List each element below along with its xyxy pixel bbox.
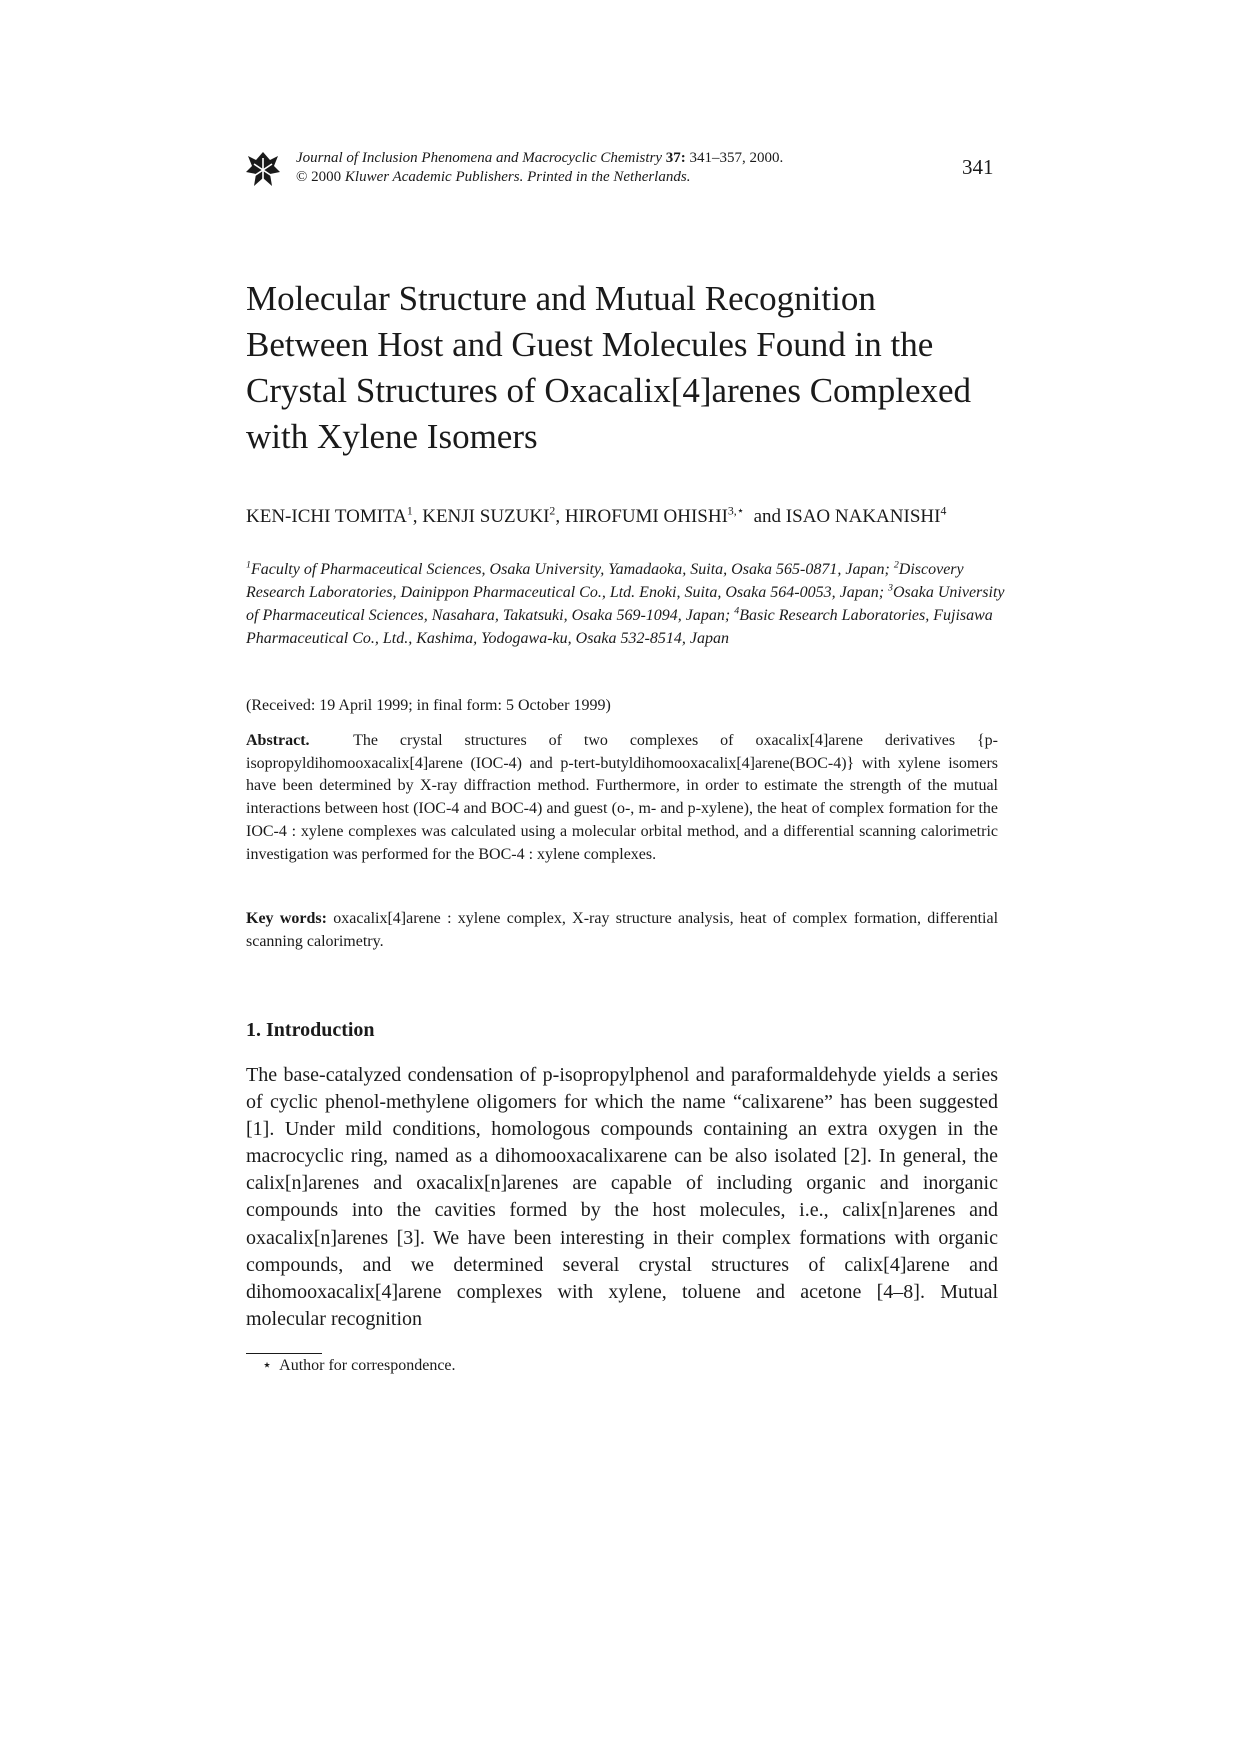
footnote-text: Author for correspondence. (279, 1357, 456, 1374)
author-affiliation-mark: 3,⋆ (727, 504, 745, 518)
author-name: HIROFUMI OHISHI (564, 506, 728, 527)
printed-note: Printed in the Netherlands. (527, 169, 691, 185)
journal-header (296, 149, 936, 187)
footnote (262, 1356, 456, 1376)
journal-name: Journal of Inclusion Phenomena and Macrocyclic Chemistry (296, 150, 663, 166)
author-list: KEN-ICHI TOMITA$^1$, KENJI SUZUKI$^2$, HIROFUMI $OHISHI^{3,⋆}$ and ISAO NAKANISHI$^4$ (246, 504, 947, 527)
keywords-text: oxacalix[4]arene : xylene complex, X-ray structure analysis, heat of complex formation, differential scanning calorimetry. (246, 910, 999, 950)
affiliation-text: Osaka University of Pharmaceutical Sciences, Nasahara, Takatsuki, Osaka 569-1094, Japan; (246, 584, 1005, 624)
publisher-logo (246, 148, 280, 190)
journal-pages: 341–357, 2000. (689, 150, 784, 166)
affiliation-mark: 3 (888, 582, 893, 594)
copyright-line (296, 168, 936, 187)
author-name: KENJI SUZUKI (422, 506, 550, 527)
footnote-mark: ⋆ (262, 1357, 273, 1374)
abstract (246, 730, 998, 866)
section-heading: 1. Introduction (246, 1019, 375, 1041)
affiliations (246, 558, 1006, 650)
author-affiliation-mark: 2 (549, 504, 556, 518)
footnote-divider (246, 1353, 322, 1354)
paper-title: Molecular Structure and Mutual Recognition Between Host and Guest Molecules Found in the Crystal Structures of Oxacalix[4]arenes Complexed with Xylene Isomers (246, 279, 972, 456)
affiliation-mark: 4 (734, 605, 740, 617)
affiliation-mark: 2 (893, 559, 899, 571)
author-affiliation-mark: 1 (406, 504, 413, 518)
author-conjunction: and (753, 506, 782, 527)
journal-volume: 37: (665, 150, 686, 166)
keywords (246, 908, 998, 953)
abstract-label: Abstract. (246, 732, 310, 749)
affiliation-text: Basic Research Laboratories, Fujisawa Pharmaceutical Co., Ltd., Kashima, Yodogawa-ku, Osaka 532-8514, Japan (246, 607, 993, 647)
publisher-name: Kluwer Academic Publishers. (344, 169, 524, 185)
page-number: 341 (962, 155, 994, 179)
introduction-paragraph: The base-catalyzed condensation of p-isopropylphenol and paraformaldehyde yields a series of cyclic phenol-methylene oligomers for which the name “calixarene” has been suggested [1]. Under mild conditions, homologous compounds containing an extra oxygen in the macrocyclic ring, named as a dihomooxacalixarene can be also isolated [2]. In general, the calix[n]arenes and oxacalix[n]arenes are capable of including organic and inorganic compounds into the cavities formed by the host molecules, i.e., calix[n]arenes and oxacalix[n]arenes [3]. We have been interesting in their complex formations with organic compounds, and we determined several crystal structures of calix[4]arene and dihomooxacalix[4]arene complexes with xylene, toluene and acetone [4–8]. Mutual molecular recognition (246, 1064, 998, 1330)
affiliation-text: Discovery Research Laboratories, Dainippon Pharmaceutical Co., Ltd. Enoki, Suita, Osaka 564-0053, Japan; (246, 561, 964, 601)
author-affiliation-mark: 4 (940, 504, 947, 518)
author-name: ISAO NAKANISHI (785, 506, 941, 527)
journal-line (296, 149, 936, 168)
copyright-year: © 2000 (296, 169, 342, 185)
received-dates: (Received: 19 April 1999; in final form: 5 October 1999) (246, 697, 611, 714)
abstract-text: The crystal structures of two complexes of oxacalix[4]arene derivatives {p-isopropyldihomooxacalix[4]arene (IOC-4) and p-tert-butyldihomooxacalix[4]arene(BOC-4)} with xylene isomers have been determined by X-ray diffraction method. Furthermore, in order to estimate the strength of the mutual interactions between host (IOC-4 and BOC-4) and guest (o-, m- and p-xylene), the heat of complex formation for the IOC-4 : xylene complexes was calculated using a molecular orbital method, and a differential scanning calorimetric investigation was performed for the BOC-4 : xylene complexes. (246, 732, 998, 863)
affiliation-mark: 1 (246, 559, 251, 571)
affiliation-text: Faculty of Pharmaceutical Sciences, Osaka University, Yamadaoka, Suita, Osaka 565-0871, Japan; (250, 561, 890, 578)
author-name: KEN-ICHI TOMITA (246, 506, 407, 527)
keywords-label: Key words: (246, 910, 327, 927)
